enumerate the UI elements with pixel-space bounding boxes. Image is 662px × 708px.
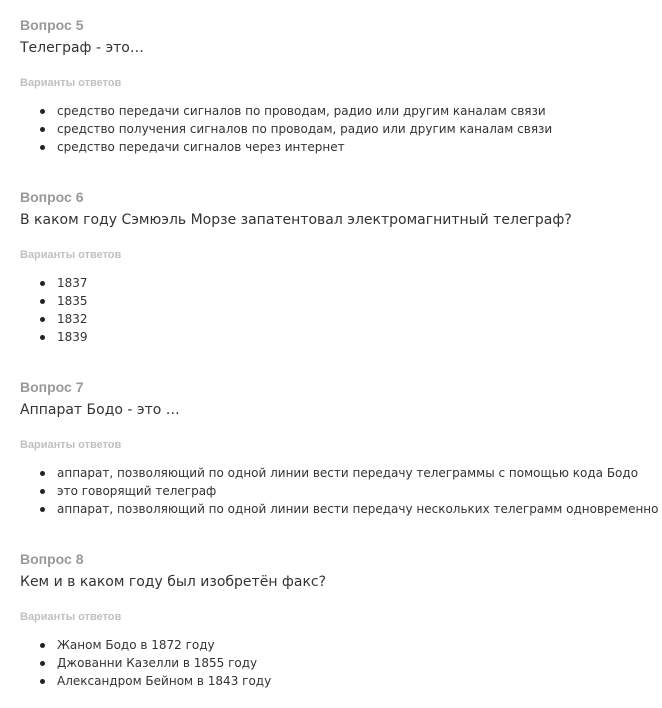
bullet-icon [40,127,45,132]
bullet-icon [40,317,45,322]
answer-text: это говорящий телеграф [57,484,217,498]
answers-list [20,636,662,690]
bullet-icon [40,643,45,648]
question-text: Кем и в каком году был изобретён факс? [20,574,327,590]
answer-text: Жаном Бодо в 1872 году [57,638,215,652]
answer-text: Джованни Казелли в 1855 году [57,656,258,670]
answer-text: аппарат, позволяющий по одной линии вести передачу нескольких телеграмм одновременно [57,502,659,516]
bullet-icon [40,281,45,286]
answer-text: 1837 [57,276,88,290]
answer-item [20,464,662,482]
answer-text: средство передачи сигналов через интернет [57,140,345,154]
answer-item [20,310,662,328]
answer-item [20,636,662,654]
question-number: Вопрос 6 [20,189,84,205]
answer-text: 1835 [57,294,88,308]
bullet-icon [40,299,45,304]
answers-list [20,102,662,156]
answers-label: Варианты ответов [20,77,122,89]
question-block-6 [20,188,662,346]
answer-item [20,102,662,120]
bullet-icon [40,335,45,340]
answer-item [20,292,662,310]
answer-text: аппарат, позволяющий по одной линии вести передачу телеграммы с помощью кода Бодо [57,466,639,480]
answer-text: Александром Бейном в 1843 году [57,674,272,688]
question-block-5 [20,16,662,156]
question-block-7 [20,378,662,518]
answer-text: 1839 [57,330,88,344]
bullet-icon [40,507,45,512]
answer-item [20,482,662,500]
bullet-icon [40,471,45,476]
bullet-icon [40,109,45,114]
bullet-icon [40,489,45,494]
answer-item [20,654,662,672]
answers-label: Варианты ответов [20,439,122,451]
answer-item [20,328,662,346]
answers-list [20,464,662,518]
question-number: Вопрос 8 [20,551,84,567]
answer-text: 1832 [57,312,88,326]
question-text: В каком году Сэмюэль Морзе запатентовал электромагнитный телеграф? [20,212,572,228]
question-number: Вопрос 5 [20,17,84,33]
question-number: Вопрос 7 [20,379,84,395]
answer-text: средство передачи сигналов по проводам, радио или другим каналам связи [57,104,546,118]
question-text: Телеграф - это… [20,40,144,56]
answer-item [20,672,662,690]
question-text: Аппарат Бодо - это … [20,402,180,418]
question-block-8 [20,550,662,690]
answers-label: Варианты ответов [20,249,122,261]
answer-item [20,120,662,138]
answer-item [20,500,662,518]
answer-item [20,138,662,156]
bullet-icon [40,661,45,666]
bullet-icon [40,679,45,684]
answer-item [20,274,662,292]
answer-text: средство получения сигналов по проводам, радио или другим каналам связи [57,122,553,136]
answers-label: Варианты ответов [20,611,122,623]
bullet-icon [40,145,45,150]
answers-list [20,274,662,346]
